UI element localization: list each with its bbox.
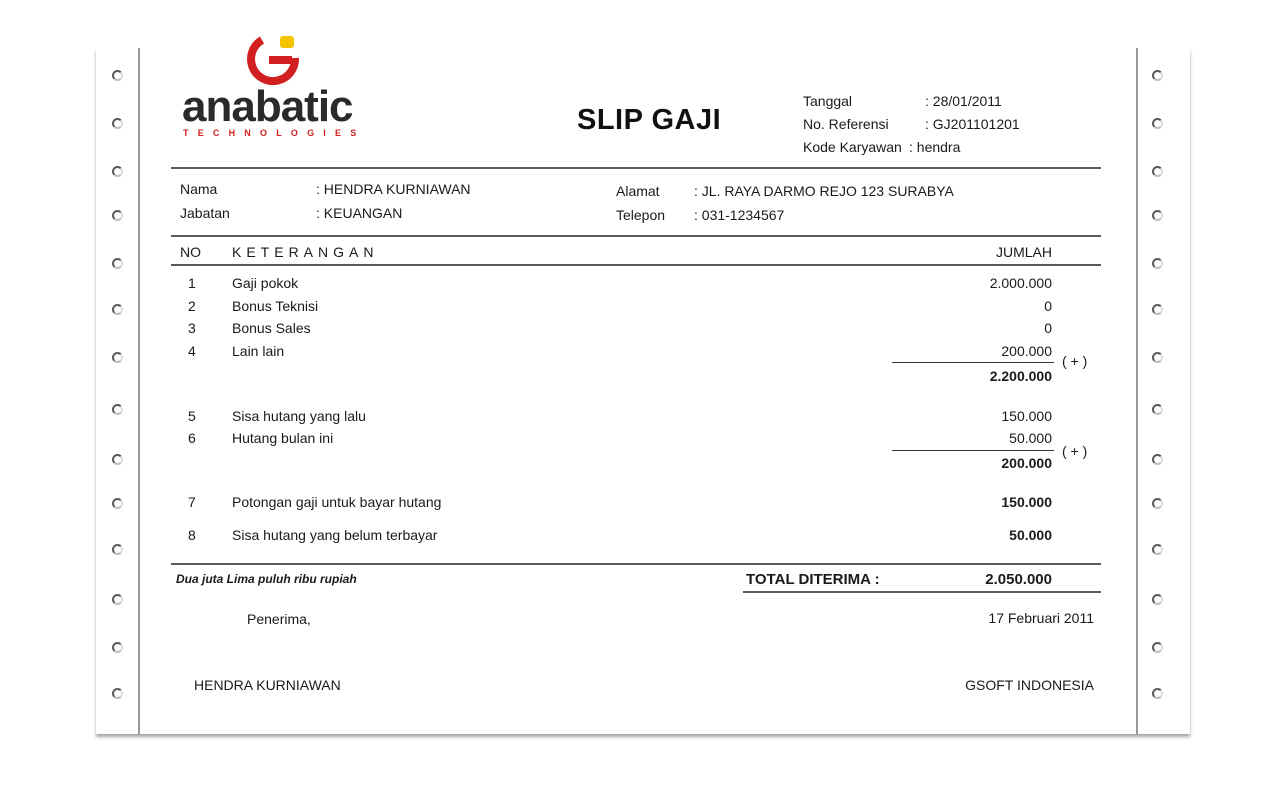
table-header-divider	[171, 264, 1101, 266]
kode-karyawan-label: Kode Karyawan	[803, 139, 902, 155]
col-header-no: NO	[180, 244, 201, 260]
alamat-label: Alamat	[616, 183, 660, 199]
row-desc: Sisa hutang yang belum terbayar	[232, 527, 438, 543]
terbilang-text: Dua juta Lima puluh ribu rupiah	[176, 572, 357, 586]
table-bottom-divider	[171, 563, 1101, 565]
total-value: 2.050.000	[985, 571, 1052, 588]
tractor-hole	[1152, 454, 1163, 465]
row-desc: Hutang bulan ini	[232, 430, 334, 446]
nama-label: Nama	[180, 181, 218, 197]
row-amount: 150.000	[1001, 408, 1052, 424]
tractor-hole	[112, 594, 123, 605]
telepon-label: Telepon	[616, 207, 666, 223]
row-desc: Lain lain	[232, 343, 285, 359]
document-title: SLIP GAJI	[577, 104, 722, 136]
tanggal-label: Tanggal	[803, 93, 853, 109]
right-tractor-line	[1136, 48, 1138, 734]
total-underline	[743, 591, 1101, 593]
info-divider	[171, 235, 1101, 237]
penerima-name: HENDRA KURNIAWAN	[194, 677, 341, 693]
alamat-value: : JL. RAYA DARMO REJO 123 SURABYA	[694, 183, 954, 199]
telepon-value: : 031-1234567	[694, 207, 785, 223]
tractor-hole	[1152, 210, 1163, 221]
company-name: GSOFT INDONESIA	[965, 677, 1094, 693]
row-desc: Potongan gaji untuk bayar hutang	[232, 494, 442, 510]
subtotal1-value: 2.200.000	[989, 368, 1052, 384]
jabatan-value: : KEUANGAN	[316, 205, 403, 221]
tractor-hole	[1152, 404, 1163, 415]
tractor-hole	[112, 454, 123, 465]
referensi-label: No. Referensi	[803, 116, 889, 132]
tractor-hole	[112, 118, 123, 129]
tractor-hole	[1152, 688, 1163, 699]
tractor-hole	[1152, 258, 1163, 269]
tractor-hole	[112, 210, 123, 221]
referensi-value: : GJ201101201	[925, 116, 1020, 132]
payslip-paper	[96, 48, 1190, 734]
row-amount: 2.000.000	[989, 275, 1052, 291]
subtotal1-line	[892, 362, 1054, 363]
row-amount: 0	[1044, 298, 1052, 314]
row-no: 2	[188, 298, 196, 314]
tractor-hole	[112, 404, 123, 415]
row-amount: 150.000	[1001, 494, 1052, 510]
tractor-hole	[112, 166, 123, 177]
slip-date: 17 Februari 2011	[988, 610, 1094, 626]
row-no: 6	[188, 430, 196, 446]
row-no: 7	[188, 494, 196, 510]
brand-name: anabatic	[182, 82, 353, 131]
tractor-hole	[1152, 352, 1163, 363]
tractor-hole	[1152, 304, 1163, 315]
row-no: 5	[188, 408, 196, 424]
left-tractor-line	[138, 48, 140, 734]
tractor-hole	[1152, 70, 1163, 81]
subtotal2-line	[892, 450, 1054, 451]
header-divider	[171, 167, 1101, 169]
row-no: 1	[188, 275, 196, 291]
tractor-hole	[112, 304, 123, 315]
row-desc: Bonus Teknisi	[232, 298, 319, 314]
nama-value: : HENDRA KURNIAWAN	[316, 181, 471, 197]
col-header-keterangan: KETERANGAN	[232, 244, 379, 260]
tractor-hole	[112, 352, 123, 363]
tractor-hole	[112, 688, 123, 699]
plus-marker: ( + )	[1062, 443, 1088, 459]
tractor-hole	[1152, 166, 1163, 177]
tractor-hole	[1152, 594, 1163, 605]
subtotal2-value: 200.000	[1001, 455, 1052, 471]
row-amount: 0	[1044, 320, 1052, 336]
plus-marker: ( + )	[1062, 353, 1088, 369]
tractor-hole	[1152, 544, 1163, 555]
tractor-hole	[112, 642, 123, 653]
tractor-hole	[112, 258, 123, 269]
tractor-hole	[112, 544, 123, 555]
tractor-hole	[1152, 118, 1163, 129]
row-amount: 50.000	[1009, 430, 1052, 446]
col-header-jumlah: JUMLAH	[995, 244, 1052, 260]
row-amount: 200.000	[1001, 343, 1052, 359]
kode-karyawan-value: : hendra	[909, 139, 961, 155]
row-amount: 50.000	[1009, 527, 1052, 543]
tractor-hole	[112, 70, 123, 81]
row-no: 4	[188, 343, 196, 359]
row-desc: Gaji pokok	[232, 275, 299, 291]
tractor-hole	[1152, 642, 1163, 653]
tractor-hole	[1152, 498, 1163, 509]
row-no: 3	[188, 320, 196, 336]
brand-tagline: TECHNOLOGIES	[183, 128, 366, 138]
jabatan-label: Jabatan	[180, 205, 230, 221]
tractor-hole	[112, 498, 123, 509]
row-no: 8	[188, 527, 196, 543]
row-desc: Bonus Sales	[232, 320, 311, 336]
tanggal-value: : 28/01/2011	[925, 93, 1002, 109]
row-desc: Sisa hutang yang lalu	[232, 408, 366, 424]
penerima-label: Penerima,	[247, 611, 311, 627]
total-label: TOTAL DITERIMA :	[746, 571, 880, 588]
